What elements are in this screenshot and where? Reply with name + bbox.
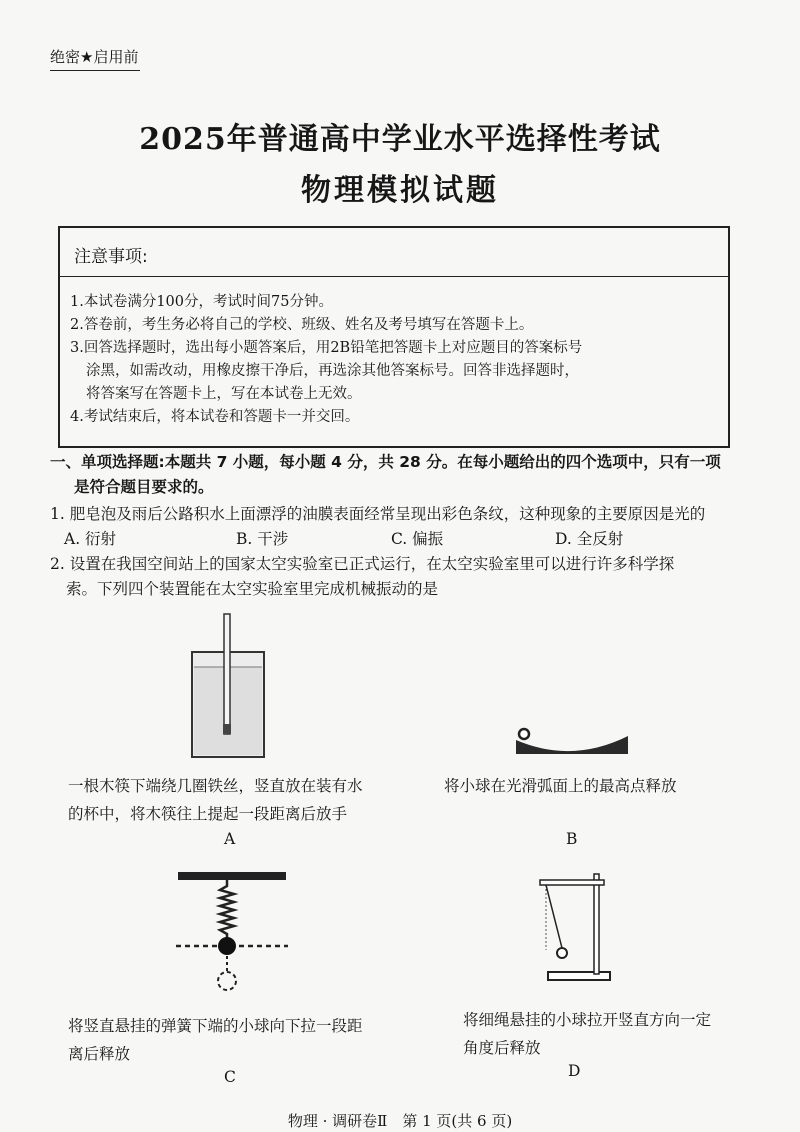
q1-option-a: A. 衍射 [64, 530, 117, 548]
confidential-label: 绝密★启用前 [50, 46, 140, 71]
figure-a-caption-line2: 的杯中，将木筷往上提起一段距离后放手 [68, 805, 348, 823]
q2-stem-line1: 2. 设置在我国空间站上的国家太空实验室已正式运行，在太空实验室里可以进行许多科学探 [50, 555, 675, 573]
q1-option-b: B. 干涉 [236, 530, 289, 548]
section-heading: 一、单项选择题:本题共 7 小题，每小题 4 分，共 28 分。在每小题给出的四个选项中，只有一项 [50, 453, 721, 471]
figure-c-caption-line2: 离后释放 [68, 1045, 131, 1063]
figure-b-label: B [566, 830, 578, 848]
figure-d-pendulum [538, 868, 618, 986]
notice-box [58, 226, 730, 448]
figure-a-label: A [224, 830, 236, 848]
notice-line-4: 涂黑，如需改动，用橡皮擦干净后，再选涂其他答案标号。回答非选择题时， [86, 363, 579, 379]
figure-d-label: D [568, 1062, 581, 1080]
q1-stem: 1. 肥皂泡及雨后公路积水上面漂浮的油膜表面经常呈现出彩色条纹，这种现象的主要原因是光的 [50, 505, 706, 523]
notice-line-6: 4.考试结束后，将本试卷和答题卡一并交回。 [70, 409, 360, 425]
figure-a-beaker [190, 612, 270, 762]
figure-b-arc-track [514, 724, 632, 760]
q2-stem-line2: 索。下列四个装置能在太空实验室里完成机械振动的是 [66, 580, 439, 598]
figure-c-spring [172, 868, 292, 996]
figure-a-caption-line1: 一根木筷下端绕几圈铁丝，竖直放在装有水 [68, 777, 363, 795]
exam-title: 2025年普通高中学业水平选择性考试 [139, 122, 661, 157]
page-footer: 物理 · 调研卷Ⅱ 第 1 页(共 6 页) [287, 1112, 513, 1130]
notice-line-2: 2.答卷前，考生务必将自己的学校、班级、姓名及考号填写在答题卡上。 [70, 317, 534, 333]
figure-c-caption-line1: 将竖直悬挂的弹簧下端的小球向下拉一段距 [68, 1017, 363, 1035]
q1-option-d: D. 全反射 [555, 530, 624, 548]
q1-option-c: C. 偏振 [391, 530, 444, 548]
notice-line-3: 3.回答选择题时，选出每小题答案后，用2B铅笔把答题卡上对应题目的答案标号 [70, 340, 583, 356]
figure-d-caption-line1: 将细绳悬挂的小球拉开竖直方向一定 [463, 1011, 712, 1029]
exam-subtitle: 物理模拟试题 [301, 173, 499, 208]
notice-title: 注意事项: [74, 247, 148, 267]
notice-line-5: 将答案写在答题卡上，写在本试卷上无效。 [86, 386, 362, 402]
section-heading-cont: 是符合题目要求的。 [74, 478, 214, 496]
notice-header [60, 228, 728, 277]
notice-line-1: 1.本试卷满分100分，考试时间75分钟。 [70, 294, 333, 310]
figure-c-label: C [224, 1068, 236, 1086]
figure-d-caption-line2: 角度后释放 [463, 1039, 541, 1057]
figure-b-caption: 将小球在光滑弧面上的最高点释放 [444, 777, 677, 795]
